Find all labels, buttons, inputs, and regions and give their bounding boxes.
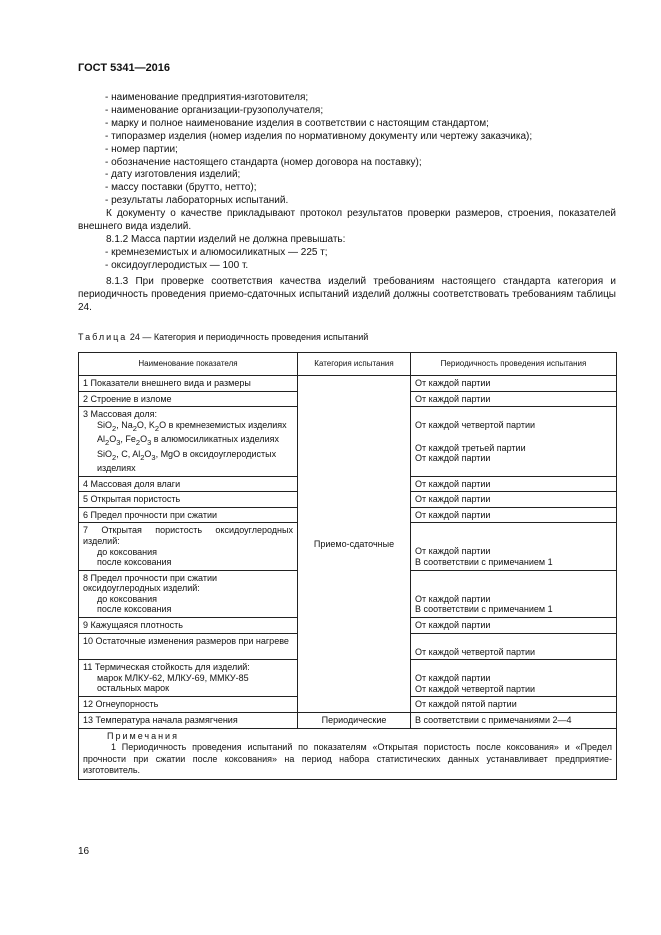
list-item: - наименование организации-грузополучателя; bbox=[105, 104, 324, 116]
list-item: - наименование предприятия-изготовителя; bbox=[105, 92, 309, 103]
table-header-row bbox=[79, 353, 617, 376]
indicator-cell: 12 Огнеупорность bbox=[79, 697, 298, 713]
list-item: - обозначение настоящего стандарта (номер договора на поставку); bbox=[105, 156, 422, 168]
frequency-cell: В соответствии с примечаниями 2—4 bbox=[411, 713, 617, 729]
table-notes-row bbox=[79, 728, 617, 779]
table-notes bbox=[79, 728, 617, 779]
note-1: 1 Периодичность проведения испытаний по показателям «Открытая пористость после коксования» и «Предел прочности при сжатии после коксования» на период набора статистических данных устанавливает предприятие-изготовитель. bbox=[83, 742, 612, 776]
frequency-cell: От каждой партии bbox=[411, 618, 617, 634]
frequency-cell: От каждой партии От каждой четвертой партии bbox=[411, 660, 617, 697]
paragraph-quality-document: К документу о качестве прикладывают протокол результатов проверки размеров, строения, показателей внешнего вида изделий. bbox=[78, 208, 616, 232]
list-item: - номер партии; bbox=[105, 143, 178, 155]
table-caption: Таблица 24 — Категория и периодичность проведения испытаний bbox=[78, 332, 369, 342]
document-header: ГОСТ 5341—2016 bbox=[78, 62, 171, 74]
frequency-cell: От каждой партии bbox=[411, 476, 617, 492]
indicator-cell: 8 Предел прочности при сжатии оксидоуглеродных изделий: до коксования после коксования bbox=[79, 570, 298, 617]
frequency-cell: От каждой партии bbox=[411, 391, 617, 407]
paragraph-8-1-2: 8.1.2 Масса партии изделий не должна превышать: bbox=[106, 234, 346, 245]
indicator-cell: 4 Массовая доля влаги bbox=[79, 476, 298, 492]
list-item: - кремнеземистых и алюмосиликатных — 225 т; bbox=[105, 247, 328, 258]
frequency-cell: От каждой четвертой партии bbox=[411, 633, 617, 660]
list-item: - оксидоуглеродистых — 100 т. bbox=[105, 259, 249, 271]
frequency-cell: От каждой четвертой партии От каждой третьей партии От каждой партии bbox=[411, 407, 617, 476]
frequency-cell: От каждой партии bbox=[411, 492, 617, 508]
list-item: - массу поставки (брутто, нетто); bbox=[105, 182, 257, 194]
frequency-cell: От каждой пятой партии bbox=[411, 697, 617, 713]
frequency-cell: От каждой партии bbox=[411, 376, 617, 392]
mass-fraction-line: SiO$_2$, $Na_2O$, $K_2O$ в кремнеземистых изделиях bbox=[97, 419, 287, 433]
list-item: - результаты лабораторных испытаний. bbox=[105, 195, 289, 207]
indicator-cell: 2 Строение в изломе bbox=[79, 391, 298, 407]
list-item: - дату изготовления изделий; bbox=[105, 169, 241, 181]
page-number: 16 bbox=[78, 846, 90, 857]
column-header: Категория испытания bbox=[298, 353, 411, 376]
indicator-cell: 11 Термическая стойкость для изделий: марок МЛКУ-62, МЛКУ-69, ММКУ-85 остальных марок bbox=[79, 660, 298, 697]
frequency-cell: От каждой партии В соответствии с примечанием 1 bbox=[411, 523, 617, 570]
indicator-cell: 9 Кажущаяся плотность bbox=[79, 618, 298, 634]
notes-title: Примечания bbox=[107, 730, 179, 741]
mass-fraction-line: SiO$_2$, C, $Al_2O_3$, MgO в оксидоуглеродистых изделиях bbox=[97, 448, 277, 473]
indicator-cell: 1 Показатели внешнего вида и размеры bbox=[79, 376, 298, 392]
indicator-cell: 5 Открытая пористость bbox=[79, 492, 298, 508]
indicator-cell: 13 Температура начала размягчения bbox=[79, 713, 298, 729]
list-item: - типоразмер изделия (номер изделия по нормативному документу или чертежу заказчика); bbox=[105, 130, 533, 142]
indicator-cell: 10 Остаточные изменения размеров при нагреве bbox=[79, 633, 298, 660]
column-header: Периодичность проведения испытания bbox=[411, 353, 617, 376]
table-row bbox=[79, 376, 617, 392]
indicator-cell: 3 Массовая доля: SiO$_2$, $Na_2O$, $K_2O$ в кремнеземистых изделиях $Al_2O_3$, $Fe_2O_3$ в алюмосиликатных изделиях SiO$_2$, C, $Al_2O_3$, MgO в оксидоуглеродистых изделиях bbox=[79, 407, 298, 476]
paragraph-8-1-3: 8.1.3 При проверке соответствия качества изделий требованиям настоящего стандарта категория и периодичность проведения приемо-сдаточных испытаний изделий должны соответствовать требованиям таблицы 24. bbox=[78, 276, 616, 313]
table-24 bbox=[78, 352, 617, 780]
mass-list bbox=[105, 247, 615, 273]
indicator-cell: 6 Предел прочности при сжатии bbox=[79, 507, 298, 523]
column-header: Наименование показателя bbox=[79, 353, 298, 376]
category-periodic-cell: Периодические bbox=[298, 713, 411, 729]
frequency-cell: От каждой партии В соответствии с примечанием 1 bbox=[411, 570, 617, 617]
indicator-cell: 7 Открытая пористость оксидоуглеродных изделий: до коксования после коксования bbox=[79, 523, 298, 570]
frequency-cell: От каждой партии bbox=[411, 507, 617, 523]
marking-list bbox=[105, 92, 625, 208]
table-row bbox=[79, 713, 617, 729]
list-item: - марку и полное наименование изделия в соответствии с настоящим стандартом; bbox=[105, 117, 489, 129]
mass-fraction-line: $Al_2O_3$, $Fe_2O_3$ в алюмосиликатных изделиях bbox=[97, 434, 280, 447]
category-acceptance-cell: Приемо-сдаточные bbox=[298, 376, 411, 713]
